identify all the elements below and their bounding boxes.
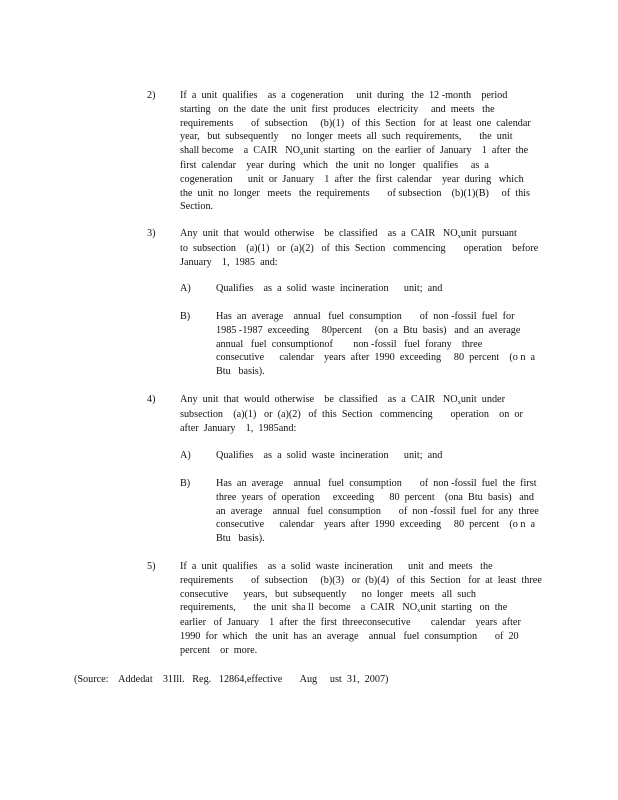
text-line (180, 144, 570, 159)
text-line: Has an average annual fuel consumption of non -fossil fuel the first (216, 478, 537, 489)
text-segment: unit starting on the (420, 602, 508, 614)
text-line: If a unit qualifies as a solid waste incineration unit and meets the (180, 561, 493, 572)
text-line: If a unit qualifies as a cogeneration unit during the 12 -month period (180, 90, 508, 101)
text-line: the unit no longer meets the requirements of subsection (b)(1)(B) of this (180, 187, 530, 199)
text-line: Qualifies as a solid waste incineration unit; and (216, 283, 443, 294)
item-5-body (180, 560, 570, 658)
subitem-label: A) (180, 450, 191, 461)
text-line (180, 601, 570, 616)
subscript-x: x (457, 399, 461, 406)
item-2-body (180, 89, 570, 214)
text-line: requirements of subsection (b)(1) of this Section for at least one calendar (180, 117, 531, 129)
text-line: cogeneration unit or January 1 after the first calendar year during which (180, 173, 524, 185)
text-line (180, 227, 570, 242)
text-line: consecutive calendar years after 1990 exceeding 80 percent (o n a (216, 352, 536, 364)
text-line: year, but subsequently no longer meets all such requirements, the unit (180, 131, 513, 143)
text-line: Qualifies as a solid waste incineration unit; and (216, 450, 443, 461)
text-line: Has an average annual fuel consumption of non -fossil fuel for (216, 311, 515, 322)
text-line: subsection (a)(1) or (a)(2) of this Section commencing operation on or (180, 408, 523, 420)
source-note (74, 673, 554, 687)
subitem-4b-body (216, 477, 556, 546)
subitem-label: A) (180, 283, 191, 294)
text-line: consecutive calendar years after 1990 exceeding 80 percent (o n a (216, 519, 536, 531)
item-4-body (180, 393, 570, 435)
subitem-4a-body (216, 449, 556, 463)
text-line: Section. (180, 201, 214, 213)
text-line: an average annual fuel consumption of non -fossil fuel for any three (216, 505, 539, 517)
text-segment: requirements, the unit sha ll become a CAIR NO (180, 602, 418, 614)
item-number: 5) (147, 561, 156, 572)
text-segment: unit under (460, 394, 505, 405)
subscript-x: x (299, 150, 304, 158)
text-line: earlier of January 1 after the first threeconsecutive calendar years after (180, 617, 521, 629)
text-line: Btu basis). (216, 366, 265, 378)
text-line: starting on the date the unit first produces electricity and meets the (180, 103, 495, 115)
text-line: percent or more. (180, 644, 258, 656)
item-number: 3) (147, 228, 156, 239)
subitem-label: B) (180, 478, 191, 489)
text-line: consecutive years, but subsequently no longer meets all such (180, 588, 476, 600)
text-line: requirements of subsection (b)(3) or (b)(4) of this Section for at least three (180, 574, 542, 586)
text-segment: Any unit that would otherwise be classified as a CAIR NO (180, 228, 458, 239)
item-3-body (180, 227, 570, 269)
subitem-label: B) (180, 311, 191, 322)
text-segment: unit starting on the earlier of January 1 after the (303, 145, 529, 157)
text-line: Btu basis). (216, 533, 265, 545)
source-text: (Source: Addedat 31Ill. Reg. 12864,effective Aug ust 31, 2007) (74, 674, 389, 685)
text-line: first calendar year during which the unit no longer qualifies as a (180, 159, 489, 171)
text-line: 1985 -1987 exceeding 80percent (on a Btu basis) and an average (216, 324, 521, 336)
text-segment: shall become a CAIR NO (180, 145, 300, 157)
text-segment: Any unit that would otherwise be classified as a CAIR NO (180, 394, 458, 405)
text-line (180, 393, 570, 408)
text-line: January 1, 1985 and: (180, 256, 278, 268)
item-number: 4) (147, 394, 156, 405)
subitem-3a-body (216, 282, 556, 296)
item-number: 2) (147, 90, 156, 101)
text-segment: unit pursuant (460, 228, 517, 239)
text-line: after January 1, 1985and: (180, 422, 297, 434)
text-line: 1990 for which the unit has an average annual fuel consumption of 20 (180, 630, 519, 642)
subitem-3b-body (216, 310, 556, 379)
text-line: three years of operation exceeding 80 percent (ona Btu basis) and (216, 491, 534, 503)
text-line: annual fuel consumptionof non -fossil fuel forany three (216, 338, 483, 350)
subscript-x: x (457, 233, 461, 240)
subscript-x: x (417, 607, 421, 615)
text-line: to subsection (a)(1) or (a)(2) of this Section commencing operation before (180, 242, 539, 254)
